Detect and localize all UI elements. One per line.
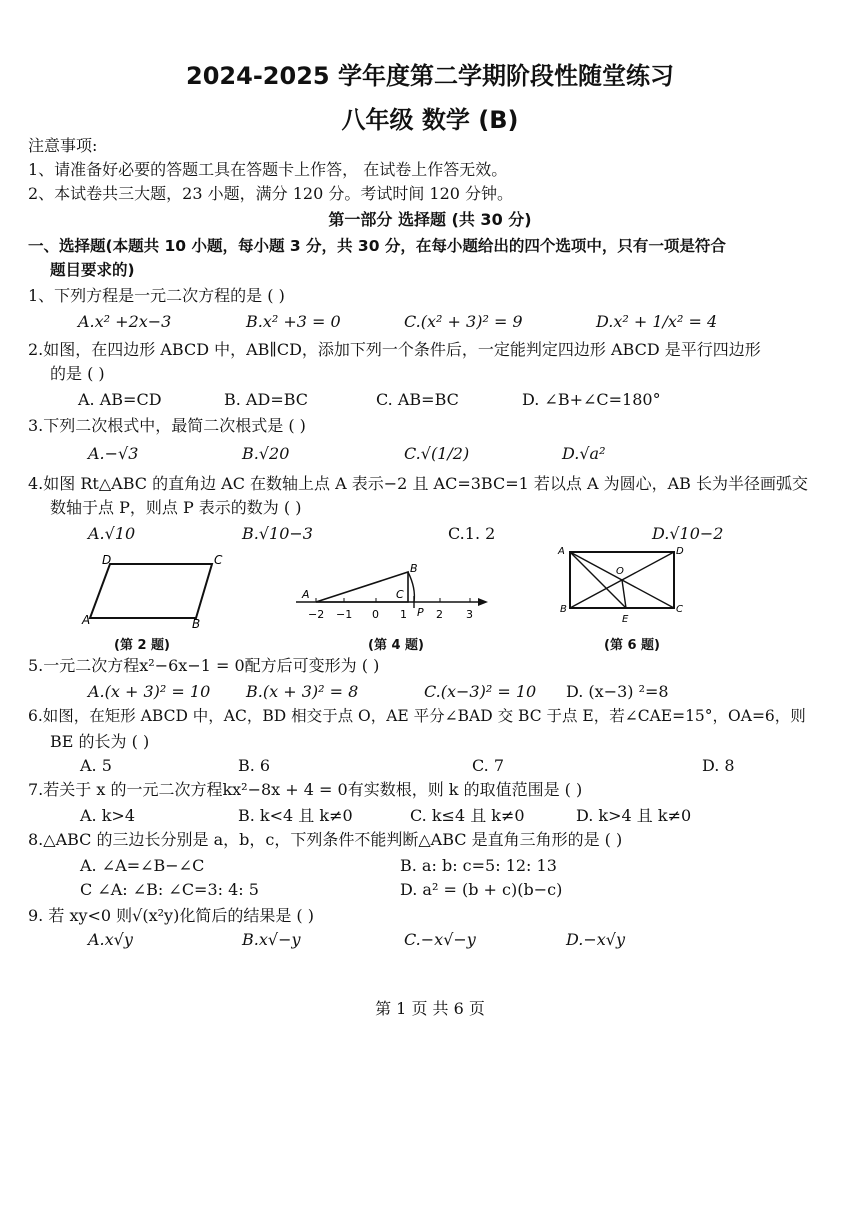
- section-instruction-line1: 一、选择题(本题共 10 小题，每小题 3 分，共 30 分，在每小题给出的四个选项中，只有一项是符合: [28, 237, 726, 255]
- tick-label: 1: [400, 608, 407, 621]
- q4-option-c: C.1. 2: [448, 524, 496, 543]
- axis-arrow-icon: [478, 598, 488, 606]
- q8-option-d: D. a² = (b + c)(b−c): [400, 880, 563, 899]
- q2-stem-line1: 2.如图，在四边形 ABCD 中，AB∥CD，添加下列一个条件后，一定能判定四边形 ABCD 是平行四边形: [28, 340, 761, 359]
- q7-option-d: D. k>4 且 k≠0: [576, 806, 692, 825]
- q4-stem-line1: 4.如图 Rt△ABC 的直角边 AC 在数轴上点 A 表示−2 且 AC=3BC=1 若以点 A 为圆心，AB 长为半径画弧交: [28, 474, 809, 493]
- q4-option-d: D.√10−2: [652, 524, 724, 543]
- q8-option-b: B. a: b: c=5: 12: 13: [400, 856, 557, 875]
- q7-option-b: B. k<4 且 k≠0: [238, 806, 353, 825]
- tick-label: 3: [466, 608, 473, 621]
- q6-label-e: E: [622, 614, 629, 625]
- q4-label-p: P: [417, 606, 424, 619]
- q3-option-a: A.−√3: [88, 444, 139, 463]
- q2-label-a: A: [82, 613, 91, 627]
- q4-option-a: A.√10: [88, 524, 136, 543]
- q3-option-c: C.√(1/2): [404, 444, 470, 463]
- q2-stem-line2: 的是 ( ): [50, 364, 105, 383]
- exam-subtitle: 八年级 数学 (B): [341, 106, 519, 134]
- q8-option-a: A. ∠A=∠B−∠C: [80, 856, 205, 875]
- q6-label-a: A: [558, 546, 565, 557]
- exam-title: 2024-2025 学年度第二学期阶段性随堂练习: [186, 62, 674, 90]
- q6-figure: [556, 542, 688, 632]
- q6-option-c: C. 7: [472, 756, 505, 775]
- q8-option-c: C ∠A: ∠B: ∠C=3: 4: 5: [80, 880, 259, 899]
- q6-option-b: B. 6: [238, 756, 271, 775]
- q3-option-b: B.√20: [242, 444, 290, 463]
- q1-option-d: D.x² + 1/x² = 4: [596, 312, 718, 331]
- q4-option-b: B.√10−3: [242, 524, 313, 543]
- note-2: 2、本试卷共三大题，23 小题，满分 120 分。考试时间 120 分钟。: [28, 184, 514, 203]
- q5-option-b: B.(x + 3)² = 8: [246, 682, 359, 701]
- q4-stem-line2: 数轴于点 P，则点 P 表示的数为 ( ): [50, 498, 302, 517]
- page-number: 第 1 页 共 6 页: [375, 999, 485, 1018]
- q2-figure-caption: (第 2 题): [114, 638, 170, 653]
- q4-figure: [292, 556, 492, 636]
- q7-option-c: C. k≤4 且 k≠0: [410, 806, 525, 825]
- q1-option-c: C.(x² + 3)² = 9: [404, 312, 523, 331]
- q6-option-a: A. 5: [80, 756, 112, 775]
- q5-option-d: D. (x−3) ²=8: [566, 682, 669, 701]
- q9-option-b: B.x√−y: [242, 930, 301, 949]
- q4-label-a: A: [302, 588, 310, 601]
- q7-option-a: A. k>4: [80, 806, 136, 825]
- q6-label-d: D: [676, 546, 684, 557]
- q9-option-d: D.−x√y: [566, 930, 626, 949]
- right-triangle-abc: [316, 572, 408, 602]
- q5-stem: 5.一元二次方程x²−6x−1 = 0配方后可变形为 ( ): [28, 656, 380, 675]
- q5-option-c: C.(x−3)² = 10: [424, 682, 537, 701]
- q6-figure-caption: (第 6 题): [604, 638, 660, 653]
- tick-label: −1: [336, 608, 353, 621]
- q2-figure: [80, 552, 230, 632]
- q7-stem: 7.若关于 x 的一元二次方程kx²−8x + 4 = 0有实数根，则 k 的取值范围是 ( ): [28, 780, 583, 799]
- q6-label-c: C: [676, 604, 683, 615]
- q2-option-d: D. ∠B+∠C=180°: [522, 390, 661, 409]
- q4-figure-caption: (第 4 题): [368, 638, 424, 653]
- q8-stem: 8.△ABC 的三边长分别是 a，b，c，下列条件不能判断△ABC 是直角三角形的是 ( ): [28, 830, 623, 849]
- q6-stem-line2: BE 的长为 ( ): [50, 732, 150, 751]
- parallelogram-shape: [90, 564, 212, 618]
- tick-label: −2: [308, 608, 325, 621]
- q2-option-c: C. AB=BC: [376, 390, 459, 409]
- note-1: 1、请准备好必要的答题工具在答题卡上作答， 在试卷上作答无效。: [28, 160, 508, 179]
- q6-label-b: B: [560, 604, 567, 615]
- q2-label-d: D: [102, 553, 112, 567]
- q1-option-a: A.x² +2x−3: [78, 312, 172, 331]
- section-instruction-line2: 题目要求的): [50, 261, 135, 279]
- q9-option-c: C.−x√−y: [404, 930, 476, 949]
- q6-stem-line1: 6.如图，在矩形 ABCD 中，AC，BD 相交于点 O，AE 平分∠BAD 交 BC 于点 E，若∠CAE=15°，OA=6，则: [28, 707, 806, 725]
- q2-option-a: A. AB=CD: [78, 390, 162, 409]
- q9-stem: 9. 若 xy<0 则√(x²y)化简后的结果是 ( ): [28, 906, 314, 925]
- notes-heading: 注意事项:: [28, 136, 98, 155]
- q2-option-b: B. AD=BC: [224, 390, 309, 409]
- q4-label-c: C: [396, 588, 404, 601]
- q3-option-d: D.√a²: [562, 444, 606, 463]
- tick-label: 0: [372, 608, 379, 621]
- segment-ae: [570, 552, 626, 608]
- q5-option-a: A.(x + 3)² = 10: [88, 682, 211, 701]
- q9-option-a: A.x√y: [88, 930, 133, 949]
- q6-option-d: D. 8: [702, 756, 735, 775]
- part1-heading: 第一部分 选择题 (共 30 分): [328, 210, 532, 229]
- q1-option-b: B.x² +3 = 0: [246, 312, 341, 331]
- q6-label-o: O: [616, 566, 624, 577]
- q2-label-b: B: [192, 617, 201, 631]
- q1-stem: 1、下列方程是一元二次方程的是 ( ): [28, 286, 285, 305]
- q4-label-b: B: [410, 562, 418, 575]
- q3-stem: 3.下列二次根式中，最简二次根式是 ( ): [28, 416, 306, 435]
- q2-label-c: C: [214, 553, 223, 567]
- tick-label: 2: [436, 608, 443, 621]
